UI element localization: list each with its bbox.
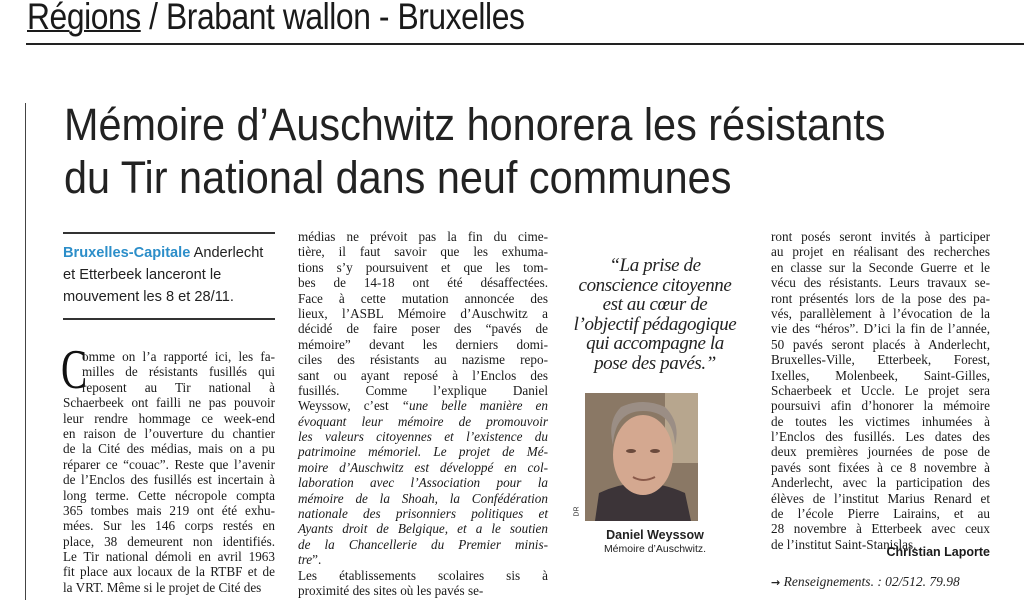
text-segment: omme on l’a rapporté ici, les fa- bbox=[82, 349, 275, 364]
text-segment: en classe sur la Seconde Guerre et le bbox=[771, 259, 990, 275]
text-segment: réparer ce “couac”. Reste que l’avenir bbox=[63, 456, 275, 472]
text-line bbox=[771, 368, 990, 383]
quote-line: est au cœur de bbox=[602, 294, 708, 316]
text-line bbox=[771, 460, 990, 475]
text-line bbox=[298, 568, 548, 583]
text-segment: “une belle manière en bbox=[401, 398, 548, 414]
text-segment: élèves de l’institut Marius Renard et bbox=[771, 490, 990, 506]
text-line bbox=[298, 429, 548, 444]
text-line bbox=[771, 260, 990, 275]
text-line bbox=[771, 429, 990, 444]
pull-quote bbox=[555, 256, 755, 374]
text-line bbox=[63, 534, 275, 549]
text-line bbox=[298, 537, 548, 552]
quote-line: l’objectif pédagogique bbox=[573, 313, 737, 335]
text-line bbox=[298, 229, 548, 244]
text-line bbox=[771, 383, 990, 398]
text-line bbox=[63, 549, 275, 564]
portrait-photo bbox=[585, 393, 698, 521]
text-segment: tions s’y poursuivent et que les tom- bbox=[298, 259, 548, 275]
text-line bbox=[63, 441, 275, 456]
text-segment: long terme. Cette nécropole compta bbox=[63, 487, 275, 503]
section-main: Régions bbox=[27, 0, 141, 37]
text-line bbox=[771, 275, 990, 290]
text-segment: vés, parallèlement à l’évocation de la bbox=[771, 305, 990, 321]
text-line bbox=[771, 352, 990, 367]
text-segment: Schaerbeek et Uccle. Le projet sera bbox=[771, 382, 990, 398]
text-line bbox=[771, 506, 990, 521]
text-line bbox=[298, 475, 548, 490]
text-segment: milles de résistants fusillés qui bbox=[82, 364, 275, 380]
text-line bbox=[298, 583, 548, 598]
text-line bbox=[771, 398, 990, 413]
text-segment: au projet en réalisant des recherches bbox=[771, 244, 990, 260]
text-segment: moire d’Auschwitz est développé en col- bbox=[298, 459, 548, 475]
text-segment: Anderlecht, avec la participation des bbox=[771, 475, 990, 491]
text-line bbox=[298, 291, 548, 306]
text-segment: bes de 14-18 ont été désaffectées. bbox=[298, 275, 548, 291]
intro-text: Anderlecht et Etterbeek lanceront le mouvement les 8 et 28/11. bbox=[63, 245, 264, 305]
text-segment: nationale des prisonniers politiques et bbox=[298, 506, 548, 522]
text-line bbox=[298, 398, 548, 413]
text-segment: l’Enclos des fusillés. Les dates des bbox=[771, 429, 990, 445]
text-line bbox=[771, 306, 990, 321]
info-line bbox=[771, 574, 960, 590]
author-byline: Christian Laporte bbox=[886, 545, 990, 559]
text-line bbox=[298, 491, 548, 506]
section-header bbox=[27, 0, 524, 38]
text-line bbox=[771, 291, 990, 306]
text-line bbox=[82, 364, 275, 379]
quote-line: “La prise de bbox=[609, 255, 701, 276]
text-line bbox=[82, 380, 275, 395]
text-segment: de la Chancellerie du Premier minis- bbox=[298, 536, 548, 552]
quote-line: qui accompagne la bbox=[586, 333, 724, 355]
text-segment: vécu des résistants. Leurs travaux se- bbox=[771, 275, 990, 291]
text-segment: patrimoine mémoriel. Le projet de Mé- bbox=[298, 444, 548, 460]
text-segment: ront posés seront invités à participer bbox=[771, 229, 990, 244]
text-segment: poursuivi afin d’honorer la mémoire bbox=[771, 398, 990, 414]
text-segment: tière, il faut savoir que les exhuma- bbox=[298, 244, 548, 260]
text-segment: mémoire” devant les derniers domi- bbox=[298, 336, 548, 352]
text-line bbox=[771, 337, 990, 352]
article-column-1 bbox=[63, 349, 275, 595]
text-line bbox=[298, 244, 548, 259]
text-segment: Weyssow, c’est bbox=[298, 398, 402, 414]
text-line bbox=[63, 411, 275, 426]
text-segment: 50 pavés seront placés à Anderlecht, bbox=[771, 336, 990, 352]
text-segment: reposent au Tir national à bbox=[82, 379, 275, 395]
text-line bbox=[771, 475, 990, 490]
text-line bbox=[63, 503, 275, 518]
text-line bbox=[63, 395, 275, 410]
text-line bbox=[298, 306, 548, 321]
text-segment: place, 38 demeurent non identifiés. bbox=[63, 533, 275, 549]
text-segment: Schaerbeek ont failli ne pas pouvoir bbox=[63, 395, 275, 411]
text-line bbox=[298, 414, 548, 429]
text-segment: ront présentés lors de la pose des pa- bbox=[771, 290, 990, 306]
text-line bbox=[298, 368, 548, 383]
text-segment: 365 tombes mais 219 ont été exhu- bbox=[63, 502, 275, 518]
text-line bbox=[63, 488, 275, 503]
text-line bbox=[63, 426, 275, 441]
intro-kicker: Bruxelles-Capitale bbox=[63, 245, 191, 261]
text-line bbox=[82, 349, 275, 364]
text-segment: Ayants droit de Belgique, et a le soutien bbox=[298, 521, 548, 537]
text-segment: médias ne prévoit pas la fin du cime- bbox=[298, 229, 548, 244]
text-line bbox=[298, 460, 548, 475]
column-rule bbox=[25, 103, 26, 600]
text-line bbox=[771, 491, 990, 506]
text-segment: tre bbox=[298, 552, 313, 568]
info-text: Renseignements. : 02/512. 79.98 bbox=[780, 574, 960, 589]
text-line bbox=[63, 518, 275, 533]
text-line bbox=[63, 472, 275, 487]
arrow-right-icon: → bbox=[771, 576, 781, 589]
text-segment: leur rendre hommage ce week-end bbox=[63, 410, 275, 426]
section-sub: / Brabant wallon - Bruxelles bbox=[140, 0, 525, 37]
text-segment: fit place aux locaux de la RTBF et de bbox=[63, 564, 275, 580]
text-line bbox=[298, 521, 548, 536]
text-line bbox=[298, 444, 548, 459]
intro-lead bbox=[63, 232, 275, 320]
text-segment: fusillés. Comme l’explique Daniel bbox=[298, 382, 548, 398]
text-segment: deux premières journées de pose de bbox=[771, 444, 990, 460]
text-line bbox=[298, 337, 548, 352]
text-segment: Les établissements scolaires sis à bbox=[298, 567, 548, 583]
text-segment: ”. bbox=[312, 552, 322, 568]
text-segment: 28 novembre à Etterbeek avec ceux bbox=[771, 521, 990, 537]
text-segment: Ixelles, Molenbeek, Saint-Gilles, bbox=[771, 367, 990, 383]
text-segment: mémoire de la Shoah, la Confédération bbox=[298, 490, 548, 506]
text-segment: de l’Enclos des fusillés est incertain à bbox=[63, 472, 275, 488]
photo-caption-role: Mémoire d’Auschwitz. bbox=[603, 543, 707, 555]
photo-credit: DR bbox=[573, 506, 581, 517]
text-segment: la VRT. Même si le projet de Cité des bbox=[63, 579, 262, 595]
text-segment: Le Tir national démoli en avril 1963 bbox=[63, 549, 275, 565]
text-segment: en raison de l’ouverture du chantier bbox=[63, 425, 275, 441]
text-segment: Face à cette mutation annoncée des bbox=[298, 290, 548, 306]
text-segment: les valeurs citoyennes et l’existence du bbox=[298, 429, 548, 445]
text-segment: proximité des sites où les pavés se- bbox=[298, 582, 484, 598]
text-segment: lieux, l’ASBL Mémoire d’Auschwitz a bbox=[298, 305, 548, 321]
headline bbox=[64, 98, 885, 204]
photo-caption-name: Daniel Weyssow bbox=[606, 528, 704, 542]
headline-line: du Tir national dans neuf communes bbox=[64, 152, 732, 203]
text-segment: de toutes les victimes inhumées à bbox=[771, 413, 990, 429]
text-segment: sant ou ayant reposé à l’Enclos des bbox=[298, 367, 548, 383]
text-line bbox=[63, 564, 275, 579]
text-line bbox=[771, 244, 990, 259]
text-segment: décidé de faire poser des “pavés de bbox=[298, 321, 548, 337]
text-segment: vie des “héros”. D’ici la fin de l’année, bbox=[771, 321, 990, 337]
text-line bbox=[771, 521, 990, 536]
text-segment: ciles des résistants au nazisme repo- bbox=[298, 352, 548, 368]
text-line bbox=[771, 321, 990, 336]
header-rule bbox=[26, 43, 1024, 45]
text-line bbox=[771, 229, 990, 244]
text-line bbox=[63, 580, 275, 595]
text-line bbox=[298, 321, 548, 336]
quote-line: conscience citoyenne bbox=[578, 274, 732, 296]
text-line bbox=[298, 552, 548, 567]
text-segment: mées. Sur les 146 corps restés en bbox=[63, 518, 275, 534]
text-line bbox=[63, 457, 275, 472]
drop-cap: C bbox=[61, 339, 88, 401]
text-segment: pavés sont fixées à ce 8 novembre à bbox=[771, 459, 990, 475]
text-line bbox=[298, 383, 548, 398]
text-segment: Bruxelles-Ville, Etterbeek, Forest, bbox=[771, 352, 990, 368]
text-line bbox=[298, 352, 548, 367]
headline-line: Mémoire d’Auschwitz honorera les résistants bbox=[64, 99, 886, 150]
article-column-2 bbox=[298, 229, 548, 598]
article-column-3 bbox=[771, 229, 990, 552]
text-line bbox=[771, 444, 990, 459]
text-segment: évoquant leur mémoire de promouvoir bbox=[298, 413, 548, 429]
text-line bbox=[298, 506, 548, 521]
text-segment: laboration avec l’Association pour la bbox=[298, 475, 548, 491]
text-segment: de l’institut Saint-Stanislas. bbox=[771, 536, 917, 552]
text-line bbox=[298, 260, 548, 275]
text-segment: de l’école Pierre Lairains, et au bbox=[771, 506, 990, 522]
text-line bbox=[771, 414, 990, 429]
text-segment: de la Cité des médias, mais on a pu bbox=[63, 441, 275, 457]
quote-line: pose des pavés.” bbox=[594, 352, 716, 374]
text-line bbox=[298, 275, 548, 290]
